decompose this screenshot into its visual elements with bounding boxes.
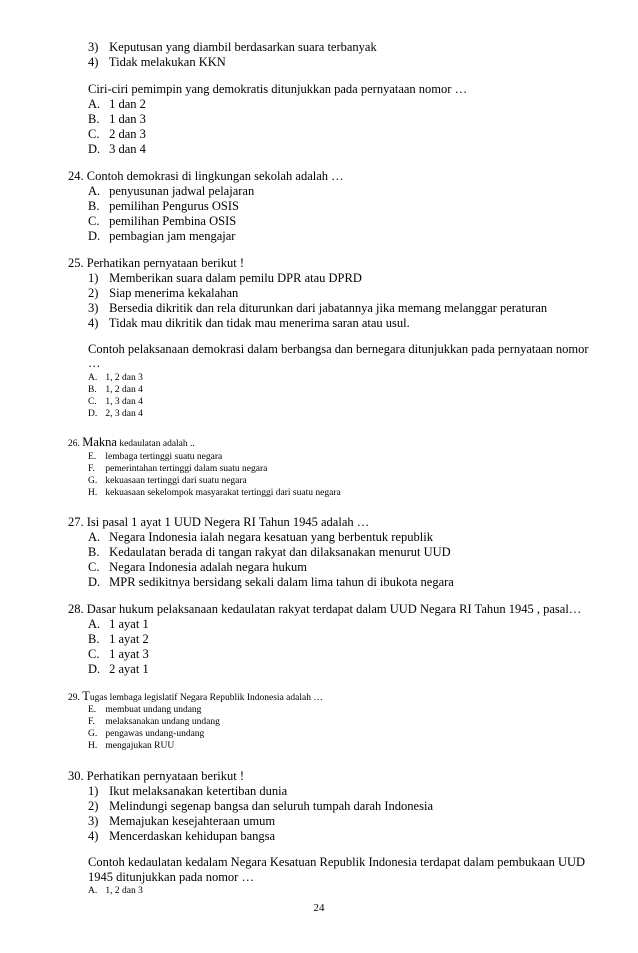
option-item: A. 1, 2 dan 3 bbox=[88, 886, 143, 896]
option-item: C. 1, 3 dan 4 bbox=[88, 397, 143, 407]
list-item: 3) Memajukan kesejahteraan umum bbox=[88, 814, 276, 828]
option-item: D. 2, 3 dan 4 bbox=[88, 409, 143, 419]
option-item: H. mengajukan RUU bbox=[88, 741, 175, 751]
option-item: B. Kedaulatan berada di tangan rakyat dan dilaksanakan menurut UUD bbox=[88, 545, 451, 559]
list-item: 4) Mencerdaskan kehidupan bangsa bbox=[88, 829, 276, 843]
question-24: 24. Contoh demokrasi di lingkungan sekolah adalah … bbox=[68, 169, 344, 183]
list-item: 3) Keputusan yang diambil berdasarkan suara terbanyak bbox=[88, 40, 377, 54]
question-text: Ciri-ciri pemimpin yang demokratis ditunjukkan pada pernyataan nomor … bbox=[88, 82, 468, 96]
option-item: D. pembagian jam mengajar bbox=[88, 229, 236, 243]
option-item: F. melaksanakan undang undang bbox=[88, 717, 220, 727]
question-27: 27. Isi pasal 1 ayat 1 UUD Negera RI Tahun 1945 adalah … bbox=[68, 515, 370, 529]
option-item: B. 1 ayat 2 bbox=[88, 632, 149, 646]
page-number: 24 bbox=[313, 902, 325, 914]
list-item: 1) Ikut melaksanakan ketertiban dunia bbox=[88, 784, 288, 798]
option-item: C. pemilihan Pembina OSIS bbox=[88, 214, 237, 228]
option-item: E. membuat undang undang bbox=[88, 705, 202, 715]
option-item: A. penyusunan jadwal pelajaran bbox=[88, 184, 255, 198]
question-text: Contoh pelaksanaan demokrasi dalam berbangsa dan bernegara ditunjukkan pada pernyataan nomor bbox=[88, 342, 589, 356]
list-item: 3) Bersedia dikritik dan rela diturunkan dari jabatannya jika memang melanggar peraturan bbox=[88, 301, 548, 315]
list-item: 4) Tidak melakukan KKN bbox=[88, 55, 226, 69]
option-item: F. pemerintahan tertinggi dalam suatu negara bbox=[88, 464, 268, 474]
option-item: D. 3 dan 4 bbox=[88, 142, 146, 156]
option-item: A. 1 ayat 1 bbox=[88, 617, 149, 631]
option-item: G. pengawas undang-undang bbox=[88, 729, 205, 739]
list-item: 4) Tidak mau dikritik dan tidak mau menerima saran atau usul. bbox=[88, 316, 410, 330]
list-item: 1) Memberikan suara dalam pemilu DPR atau DPRD bbox=[88, 271, 362, 285]
question-text: 1945 ditunjukkan pada nomor … bbox=[88, 870, 254, 884]
option-item: B. pemilihan Pengurus OSIS bbox=[88, 199, 239, 213]
option-item: A. 1 dan 2 bbox=[88, 97, 146, 111]
question-25: 25. Perhatikan pernyataan berikut ! bbox=[68, 256, 244, 270]
option-item: A. Negara Indonesia ialah negara kesatuan yang berbentuk republik bbox=[88, 530, 433, 544]
option-item: B. 1 dan 3 bbox=[88, 112, 146, 126]
list-item: 2) Melindungi segenap bangsa dan seluruh tumpah darah Indonesia bbox=[88, 799, 433, 813]
option-item: C. 2 dan 3 bbox=[88, 127, 146, 141]
option-item: C. Negara Indonesia adalah negara hukum bbox=[88, 560, 307, 574]
question-30: 30. Perhatikan pernyataan berikut ! bbox=[68, 769, 244, 783]
list-item: 2) Siap menerima kekalahan bbox=[88, 286, 239, 300]
question-text: Contoh kedaulatan kedalam Negara Kesatuan Republik Indonesia terdapat dalam pembukaan UUD bbox=[88, 855, 586, 869]
option-item: B. 1, 2 dan 4 bbox=[88, 385, 143, 395]
question-26: 26. Makna kedaulatan adalah .. bbox=[68, 435, 195, 449]
option-item: G. kekuasaan tertinggi dari suatu negara bbox=[88, 476, 247, 486]
option-item: H. kekuasaan sekelompok masyarakat tertinggi dari suatu negara bbox=[88, 488, 341, 498]
option-item: D. MPR sedikitnya bersidang sekali dalam lima tahun di ibukota negara bbox=[88, 575, 454, 589]
option-item: A. 1, 2 dan 3 bbox=[88, 373, 143, 383]
option-item: E. lembaga tertinggi suatu negara bbox=[88, 452, 223, 462]
question-28: 28. Dasar hukum pelaksanaan kedaulatan rakyat terdapat dalam UUD Negara RI Tahun 1945 , pasal… bbox=[68, 602, 582, 616]
question-29: 29. Tugas lembaga legislatif Negara Republik Indonesia adalah … bbox=[68, 689, 323, 703]
option-item: C. 1 ayat 3 bbox=[88, 647, 149, 661]
option-item: D. 2 ayat 1 bbox=[88, 662, 149, 676]
question-text: … bbox=[88, 356, 101, 370]
